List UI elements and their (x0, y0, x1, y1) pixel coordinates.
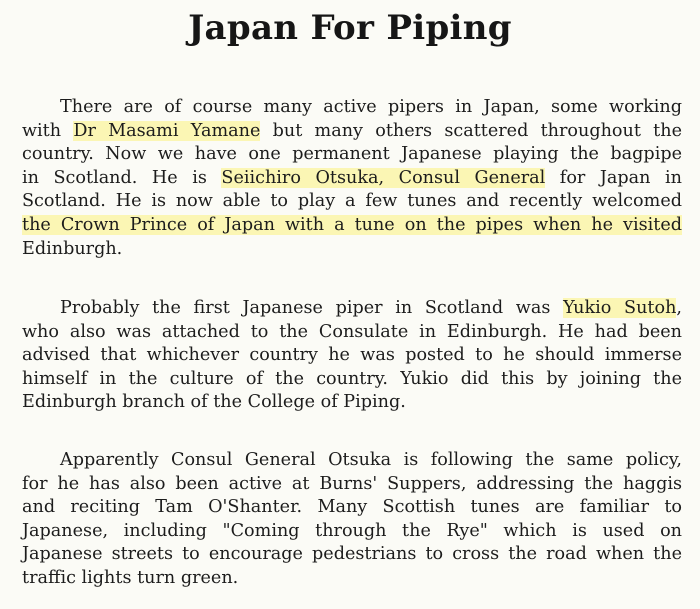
article-title: Japan For Piping (188, 8, 512, 48)
paragraph-1-line-5: Scotland. He is now able to play a few tunes and recently welcomed (22, 191, 682, 212)
paragraph-2-line-2: who also was attached to the Consulate in Edinburgh. He had been (22, 321, 682, 342)
paragraph-2-line-3: advised that whichever country he was posted to he should immerse (22, 345, 682, 366)
paragraph-2-line-4: himself in the culture of the country. Yukio did this by joining the (22, 368, 682, 389)
paragraph-3-line-1: Apparently Consul General Otsuka is following the same policy, (60, 450, 682, 470)
paragraph-1-line-2: with Dr Masami Yamane but many others scattered throughout the (22, 120, 682, 141)
paragraph-3-line-4: Japanese, including "Coming through the Rye" which is used on (22, 520, 682, 541)
paragraph-3-line-6: traffic lights turn green. (22, 567, 239, 588)
paragraph-1-line-7: Edinburgh. (22, 238, 123, 259)
highlighted-phrase: Seiichiro Otsuka, Consul General (221, 167, 546, 188)
paragraph-1 (22, 96, 682, 261)
paragraph-1-line-6 (22, 214, 682, 238)
paragraph-1-line-3: country. Now we have one permanent Japanese playing the bagpipe (22, 144, 682, 165)
paragraph-1-line-1: There are of course many active pipers in Japan, some working (60, 97, 682, 117)
highlighted-phrase: the Crown Prince of Japan with a tune on the pipes when he visited (22, 214, 682, 235)
paragraph-2-line-5: Edinburgh branch of the College of Piping. (22, 392, 406, 413)
highlighted-phrase: Dr Masami Yamane (73, 120, 261, 141)
paragraph-2 (22, 297, 682, 415)
paragraph-1-line-4: in Scotland. He is Seiichiro Otsuka, Consul General for Japan in (22, 167, 682, 188)
paragraph-3-line-2: for he has also been active at Burns' Suppers, addressing the haggis (22, 473, 682, 494)
paragraph-2-line-1: Probably the first Japanese piper in Scotland was Yukio Sutoh, (60, 298, 682, 318)
highlighted-phrase: Yukio Sutoh (563, 298, 677, 318)
paragraph-3-line-3: and reciting Tam O'Shanter. Many Scottish tunes are familiar to (22, 497, 682, 518)
paragraph-3-line-5: Japanese streets to encourage pedestrians to cross the road when the (22, 544, 682, 565)
paragraph-3 (22, 449, 682, 591)
